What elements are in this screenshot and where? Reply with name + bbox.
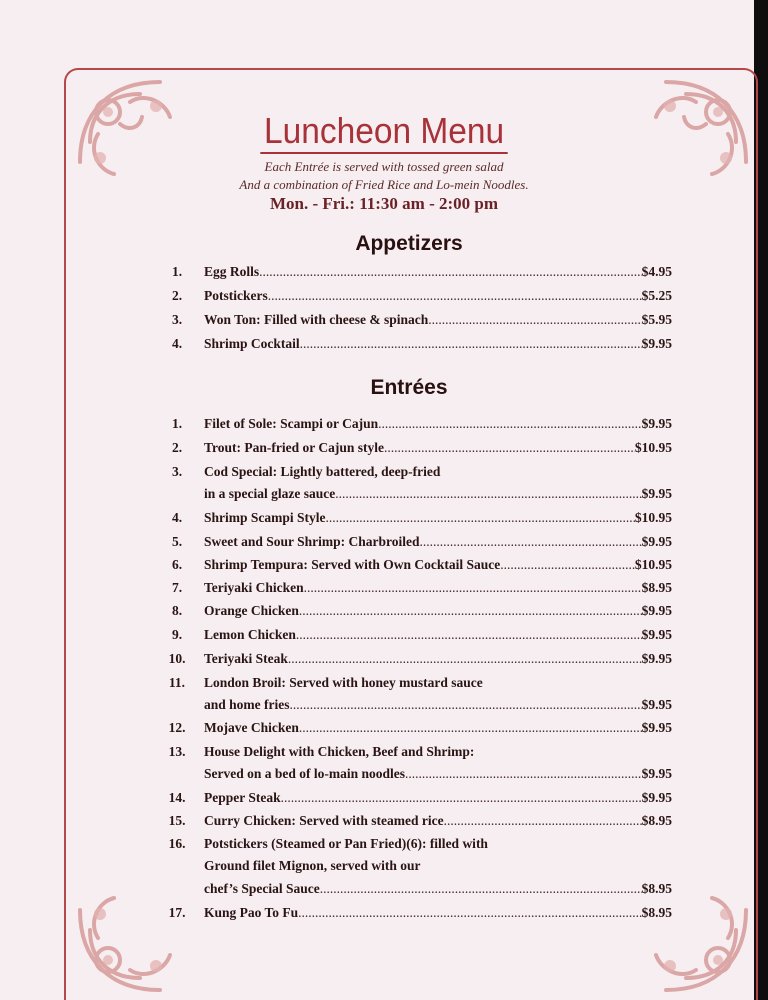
menu-subtitle-1: Each Entrée is served with tossed green salad (264, 159, 504, 174)
menu-item (150, 312, 672, 332)
menu-item (150, 905, 672, 925)
leader-dots (268, 288, 642, 304)
menu-item (150, 744, 672, 764)
item-name: Egg Rolls (204, 264, 260, 279)
item-price: $8.95 (641, 905, 672, 920)
item-name: Pepper Steak (204, 790, 281, 805)
menu-item (150, 720, 672, 740)
menu-item (150, 464, 672, 484)
item-price: $8.95 (641, 813, 672, 828)
item-name: Teriyaki Steak (204, 651, 288, 666)
item-price: $10.95 (634, 440, 672, 455)
leader-dots (320, 881, 642, 897)
menu-item (150, 534, 672, 554)
item-name: Trout: Pan-fried or Cajun style (204, 440, 384, 455)
menu-item (150, 580, 672, 600)
item-name: Curry Chicken: Served with steamed rice (204, 813, 444, 828)
menu-hours: Mon. - Fri.: 11:30 am - 2:00 pm (269, 194, 499, 213)
leader-dots (259, 264, 641, 280)
menu-item (150, 603, 672, 623)
menu-item (150, 510, 672, 530)
item-number: 7. (171, 580, 183, 595)
menu-item (150, 813, 672, 833)
menu-item (150, 697, 672, 717)
item-name: Shrimp Tempura: Served with Own Cocktail Sauce (204, 557, 501, 572)
menu-title: Luncheon Menu (260, 110, 508, 154)
entrees-heading: Entrées (370, 376, 448, 399)
item-price: $9.95 (641, 651, 672, 666)
item-price: $9.95 (641, 336, 672, 351)
leader-dots (299, 720, 642, 736)
leader-dots (304, 580, 642, 596)
leader-dots (296, 627, 642, 643)
menu-item (150, 486, 672, 506)
item-name: Kung Pao To Fu (204, 905, 299, 920)
item-name: and home fries (204, 697, 290, 712)
leader-dots (300, 336, 642, 352)
menu-item (150, 651, 672, 671)
item-name: Lemon Chicken (204, 627, 296, 642)
item-name: Teriyaki Chicken (204, 580, 304, 595)
item-name: Shrimp Scampi Style (204, 510, 326, 525)
menu-item (150, 416, 672, 436)
leader-dots (444, 813, 642, 829)
appetizers-heading: Appetizers (355, 232, 463, 255)
item-number: 2. (171, 440, 183, 455)
menu-item (150, 858, 672, 878)
leader-dots (428, 312, 641, 328)
item-name: Served on a bed of lo-main noodles (204, 766, 406, 781)
item-name-line: House Delight with Chicken, Beef and Shrimp: (204, 744, 475, 759)
menu-item (150, 627, 672, 647)
item-number: 2. (171, 288, 183, 303)
item-name: Potstickers (204, 288, 268, 303)
item-number: 3. (171, 312, 183, 327)
item-number: 15. (168, 813, 186, 828)
item-name-line: Potstickers (Steamed or Pan Fried)(6): filled with (204, 836, 488, 851)
item-name: Shrimp Cocktail (204, 336, 300, 351)
item-number: 4. (171, 336, 183, 351)
item-number: 9. (171, 627, 183, 642)
item-name: Sweet and Sour Shrimp: Charbroiled (204, 534, 420, 549)
leader-dots (384, 440, 635, 456)
item-price: $9.95 (641, 603, 672, 618)
item-price: $9.95 (641, 790, 672, 805)
menu-item (150, 557, 672, 577)
item-number: 5. (171, 534, 183, 549)
item-price: $9.95 (641, 627, 672, 642)
menu-item (150, 264, 672, 284)
item-price: $9.95 (641, 486, 672, 501)
leader-dots (420, 534, 642, 550)
item-price: $8.95 (641, 580, 672, 595)
item-name: Filet of Sole: Scampi or Cajun (204, 416, 379, 431)
item-number: 17. (168, 905, 186, 920)
item-name: Mojave Chicken (204, 720, 299, 735)
leader-dots (326, 510, 635, 526)
menu-item (150, 790, 672, 810)
menu-item (150, 881, 672, 901)
menu-title-wrap (0, 110, 768, 154)
menu-item (150, 336, 672, 356)
leader-dots (298, 905, 641, 921)
leader-dots (335, 486, 641, 502)
item-price: $9.95 (641, 766, 672, 781)
item-number: 1. (171, 416, 183, 431)
item-price: $9.95 (641, 720, 672, 735)
menu-subtitle-2: And a combination of Fried Rice and Lo-mein Noodles. (239, 177, 529, 192)
item-price: $9.95 (641, 534, 672, 549)
item-number: 12. (168, 720, 186, 735)
leader-dots (378, 416, 642, 432)
item-number: 3. (171, 464, 183, 479)
item-number: 1. (171, 264, 183, 279)
item-number: 16. (168, 836, 186, 851)
leader-dots (299, 603, 642, 619)
item-number: 4. (171, 510, 183, 525)
item-number: 14. (168, 790, 186, 805)
item-name-line: London Broil: Served with honey mustard sauce (204, 675, 483, 690)
item-name-line: Cod Special: Lightly battered, deep-fried (204, 464, 441, 479)
item-number: 6. (171, 557, 183, 572)
item-price: $5.25 (641, 288, 672, 303)
leader-dots (290, 697, 642, 713)
item-name: in a special glaze sauce (204, 486, 336, 501)
item-price: $9.95 (641, 697, 672, 712)
item-number: 10. (168, 651, 186, 666)
item-name: chef’s Special Sauce (204, 881, 320, 896)
item-price: $5.95 (641, 312, 672, 327)
item-price: $4.95 (641, 264, 672, 279)
item-name: Orange Chicken (204, 603, 299, 618)
leader-dots (500, 557, 635, 573)
item-price: $8.95 (641, 881, 672, 896)
menu-item (150, 766, 672, 786)
item-price: $10.95 (634, 557, 672, 572)
menu-item (150, 675, 672, 695)
menu-item (150, 836, 672, 856)
item-name: Won Ton: Filled with cheese & spinach (204, 312, 429, 327)
menu-item (150, 440, 672, 460)
leader-dots (405, 766, 642, 782)
item-number: 11. (168, 675, 186, 690)
menu-item (150, 288, 672, 308)
item-number: 8. (171, 603, 183, 618)
leader-dots (281, 790, 642, 806)
item-price: $9.95 (641, 416, 672, 431)
leader-dots (288, 651, 642, 667)
item-name-line: Ground filet Mignon, served with our (204, 858, 421, 873)
item-price: $10.95 (634, 510, 672, 525)
item-number: 13. (168, 744, 186, 759)
